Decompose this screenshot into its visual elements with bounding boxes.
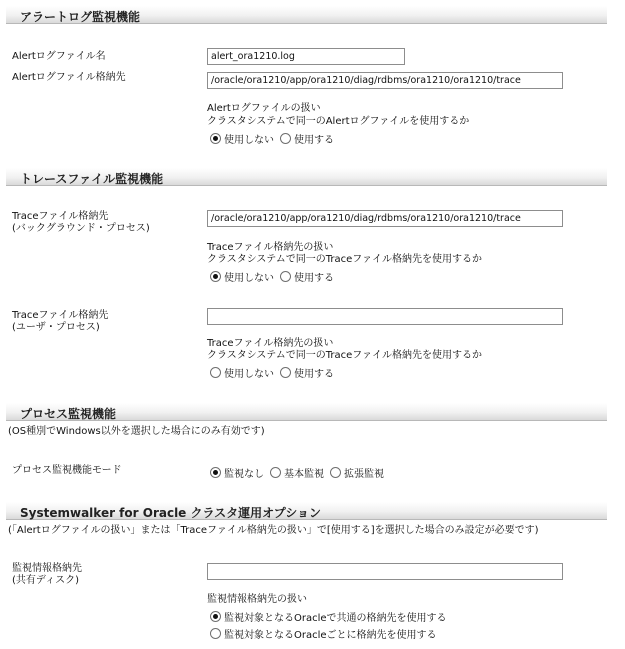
alert-log-radio-yes[interactable]: [280, 131, 334, 146]
cluster-dir-label-line2: (共有ディスク): [12, 575, 80, 586]
trace-user-label-line1: Traceファイル格納先: [12, 310, 109, 321]
process-section-title: プロセス監視機能: [20, 407, 117, 421]
process-mode-radio-none[interactable]: [210, 465, 264, 480]
trace-user-radio-no-label: 使用しない: [224, 368, 274, 380]
trace-bg-radio-no-label: 使用しない: [224, 272, 274, 284]
cluster-radio-each[interactable]: [210, 626, 437, 641]
process-mode-radio-basic[interactable]: [270, 465, 324, 480]
alert-log-handling-question: クラスタシステムで同一のAlertログファイルを使用するか: [207, 116, 470, 127]
alert-log-dir-input[interactable]: [207, 72, 563, 89]
trace-user-handling-question: クラスタシステムで同一のTraceファイル格納先を使用するか: [207, 350, 483, 361]
trace-bg-handling-title: Traceファイル格納先の扱い: [207, 242, 334, 253]
radio-unchecked-icon: [210, 367, 221, 378]
alert-log-handling-options: [210, 131, 340, 145]
trace-bg-radio-yes-label: 使用する: [294, 272, 334, 284]
cluster-section-header: [6, 502, 607, 520]
radio-unchecked-icon: [280, 133, 291, 144]
radio-unchecked-icon: [270, 467, 281, 478]
process-mode-radio-basic-label: 基本監視: [284, 468, 324, 480]
trace-bg-radio-yes[interactable]: [280, 269, 334, 284]
radio-checked-icon: [210, 611, 221, 622]
radio-checked-icon: [210, 467, 221, 478]
cluster-handling-title: 監視情報格納先の扱い: [207, 594, 307, 605]
process-section-header: [6, 403, 607, 421]
trace-user-handling-options: [210, 365, 340, 379]
alert-log-radio-yes-label: 使用する: [294, 134, 334, 146]
cluster-note: (「Alertログファイルの扱い」または「Traceファイル格納先の扱い」で[使用する]を選択した場合のみ設定が必要です): [8, 525, 539, 536]
trace-bg-label-line1: Traceファイル格納先: [12, 211, 109, 222]
alert-log-handling-title: Alertログファイルの扱い: [207, 103, 321, 114]
cluster-radio-common-label: 監視対象となるOracleで共通の格納先を使用する: [224, 612, 447, 624]
trace-bg-handling-question: クラスタシステムで同一のTraceファイル格納先を使用するか: [207, 254, 483, 265]
trace-bg-radio-no[interactable]: [210, 269, 274, 284]
alert-log-radio-no[interactable]: [210, 131, 274, 146]
trace-user-dir-input[interactable]: [207, 308, 563, 325]
trace-bg-handling-options: [210, 269, 340, 283]
cluster-dir-input[interactable]: [207, 563, 563, 580]
radio-unchecked-icon: [210, 628, 221, 639]
cluster-radio-common[interactable]: [210, 609, 447, 624]
alert-log-section-header: [6, 6, 607, 24]
radio-unchecked-icon: [280, 367, 291, 378]
alert-log-section-title: アラートログ監視機能: [20, 10, 141, 24]
trace-user-radio-yes-label: 使用する: [294, 368, 334, 380]
cluster-handling-option-each-row: [210, 626, 443, 640]
process-mode-radio-extended[interactable]: [330, 465, 384, 480]
trace-section-header: [6, 168, 607, 186]
alert-log-dir-label: Alertログファイル格納先: [12, 72, 126, 83]
trace-bg-label-line2: (バックグラウンド・プロセス): [12, 223, 150, 234]
trace-section-title: トレースファイル監視機能: [20, 172, 164, 186]
process-mode-options: [210, 465, 390, 479]
alert-log-name-label: Alertログファイル名: [12, 51, 106, 62]
trace-bg-dir-input[interactable]: [207, 210, 563, 227]
trace-user-radio-no[interactable]: [210, 365, 274, 380]
process-mode-label: プロセス監視機能モード: [12, 465, 122, 476]
process-mode-radio-none-label: 監視なし: [224, 468, 264, 480]
cluster-handling-option-common-row: [210, 609, 453, 623]
process-mode-radio-extended-label: 拡張監視: [344, 468, 384, 480]
trace-user-label-line2: (ユーザ・プロセス): [12, 322, 100, 333]
radio-checked-icon: [210, 133, 221, 144]
radio-checked-icon: [210, 271, 221, 282]
alert-log-name-input[interactable]: [207, 48, 405, 65]
radio-unchecked-icon: [330, 467, 341, 478]
radio-unchecked-icon: [280, 271, 291, 282]
cluster-dir-label-line1: 監視情報格納先: [12, 563, 82, 574]
cluster-radio-each-label: 監視対象となるOracleごとに格納先を使用する: [224, 629, 437, 641]
process-note: (OS種別でWindows以外を選択した場合にのみ有効です): [8, 426, 265, 437]
alert-log-radio-no-label: 使用しない: [224, 134, 274, 146]
cluster-section-title: Systemwalker for Oracle クラスタ運用オプション: [20, 506, 322, 520]
trace-user-handling-title: Traceファイル格納先の扱い: [207, 338, 334, 349]
trace-user-radio-yes[interactable]: [280, 365, 334, 380]
